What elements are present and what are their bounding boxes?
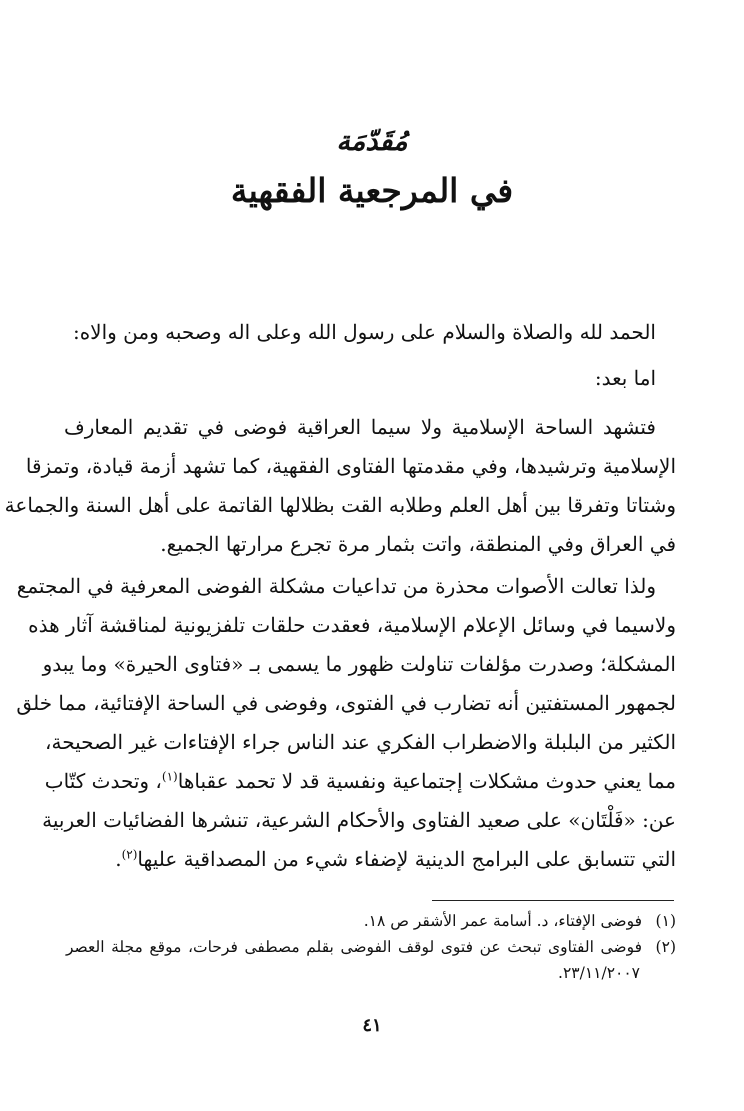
footnote-number: (٢)	[655, 938, 676, 956]
paragraph-line	[64, 840, 676, 879]
intro-line	[64, 313, 676, 352]
paragraph-line: لجمهور المستفتين أنه تضارب في الفتوى، وفوضى في الساحة الإفتائية، مما خلق	[16, 691, 676, 715]
footnote-divider	[432, 900, 674, 901]
footnote-text: فوضى الفتاوى تبحث عن فتوى لوقف الفوضى بقلم مصطفى فرحات، موقع مجلة العصر	[66, 938, 642, 956]
paragraph-line-text: مما يعني حدوث مشكلات إجتماعية ونفسية قد لا تحمد عقباها	[177, 769, 676, 793]
paragraph-line: وشتاتا وتفرقا بين أهل العلم وطلابه القت بظلالها القاتمة على أهل السنة والجماعة	[4, 493, 676, 517]
amma-baad-line	[64, 359, 676, 398]
paragraph-line: ولذا تعالت الأصوات محذرة من تداعيات مشكلة الفوضى المعرفية في المجتمع	[16, 574, 656, 598]
paragraph-line	[44, 762, 676, 801]
paragraph-line: فتشهد الساحة الإسلامية ولا سيما العراقية فوضى في تقديم المعارف	[64, 415, 656, 439]
paragraph-line-end: .	[115, 847, 122, 871]
paragraph-1	[4, 408, 676, 564]
paragraph-line: الكثير من البلبلة والاضطراب الفكري عند الناس جراء الإفتاءات غير الصحيحة،	[45, 730, 676, 754]
amma-baad-text: اما بعد:	[594, 366, 656, 390]
intro-text: الحمد لله والصلاة والسلام على رسول الله وعلى اله وصحبه ومن والاه:	[72, 320, 656, 344]
footnote-2-continuation: ٢٣/١١/٢٠٠٧.	[558, 964, 640, 982]
paragraph-line-text: التي تتسابق على البرامج الدينية لإضفاء شيء من المصداقية عليها	[137, 847, 676, 871]
footnote-1	[66, 908, 676, 934]
chapter-title: في المرجعية الفقهية	[230, 171, 514, 210]
footnotes	[66, 908, 676, 986]
footnote-marker-2[interactable]: (٢)	[121, 847, 138, 862]
chapter-label: مُقَدّمَة	[336, 126, 408, 157]
page-number: ٤١	[362, 1015, 382, 1036]
footnote-text: فوضى الإفتاء، د. أسامة عمر الأشقر ص ١٨.	[363, 912, 642, 930]
footnote-2	[66, 934, 676, 960]
paragraph-line: عن: «فَلْتَان» على صعيد الفتاوى والأحكام الشرعية، تنشرها الفضائيات العربية	[42, 808, 676, 832]
footnote-marker-1[interactable]: (١)	[161, 769, 178, 784]
footnote-number: (١)	[655, 912, 676, 930]
paragraph-line: في العراق وفي المنطقة، واتت بثمار مرة تجرع مرارتها الجميع.	[160, 532, 676, 556]
paragraph-line: ولاسيما في وسائل الإعلام الإسلامية، فعقدت حلقات تلفزيونية لمناقشة آثار هذه	[28, 613, 676, 637]
paragraph-line: المشكلة؛ وصدرت مؤلفات تناولت ظهور ما يسمى بـ «فتاوى الحيرة» وما يبدو	[42, 652, 676, 676]
paragraph-line: الإسلامية وترشيدها، وفي مقدمتها الفتاوى الفقهية، كما تشهد أزمة قيادة، وتمزقا	[25, 454, 676, 478]
paragraph-2	[16, 567, 676, 879]
paragraph-line-tail: ، وتحدث كتّاب	[44, 769, 162, 793]
